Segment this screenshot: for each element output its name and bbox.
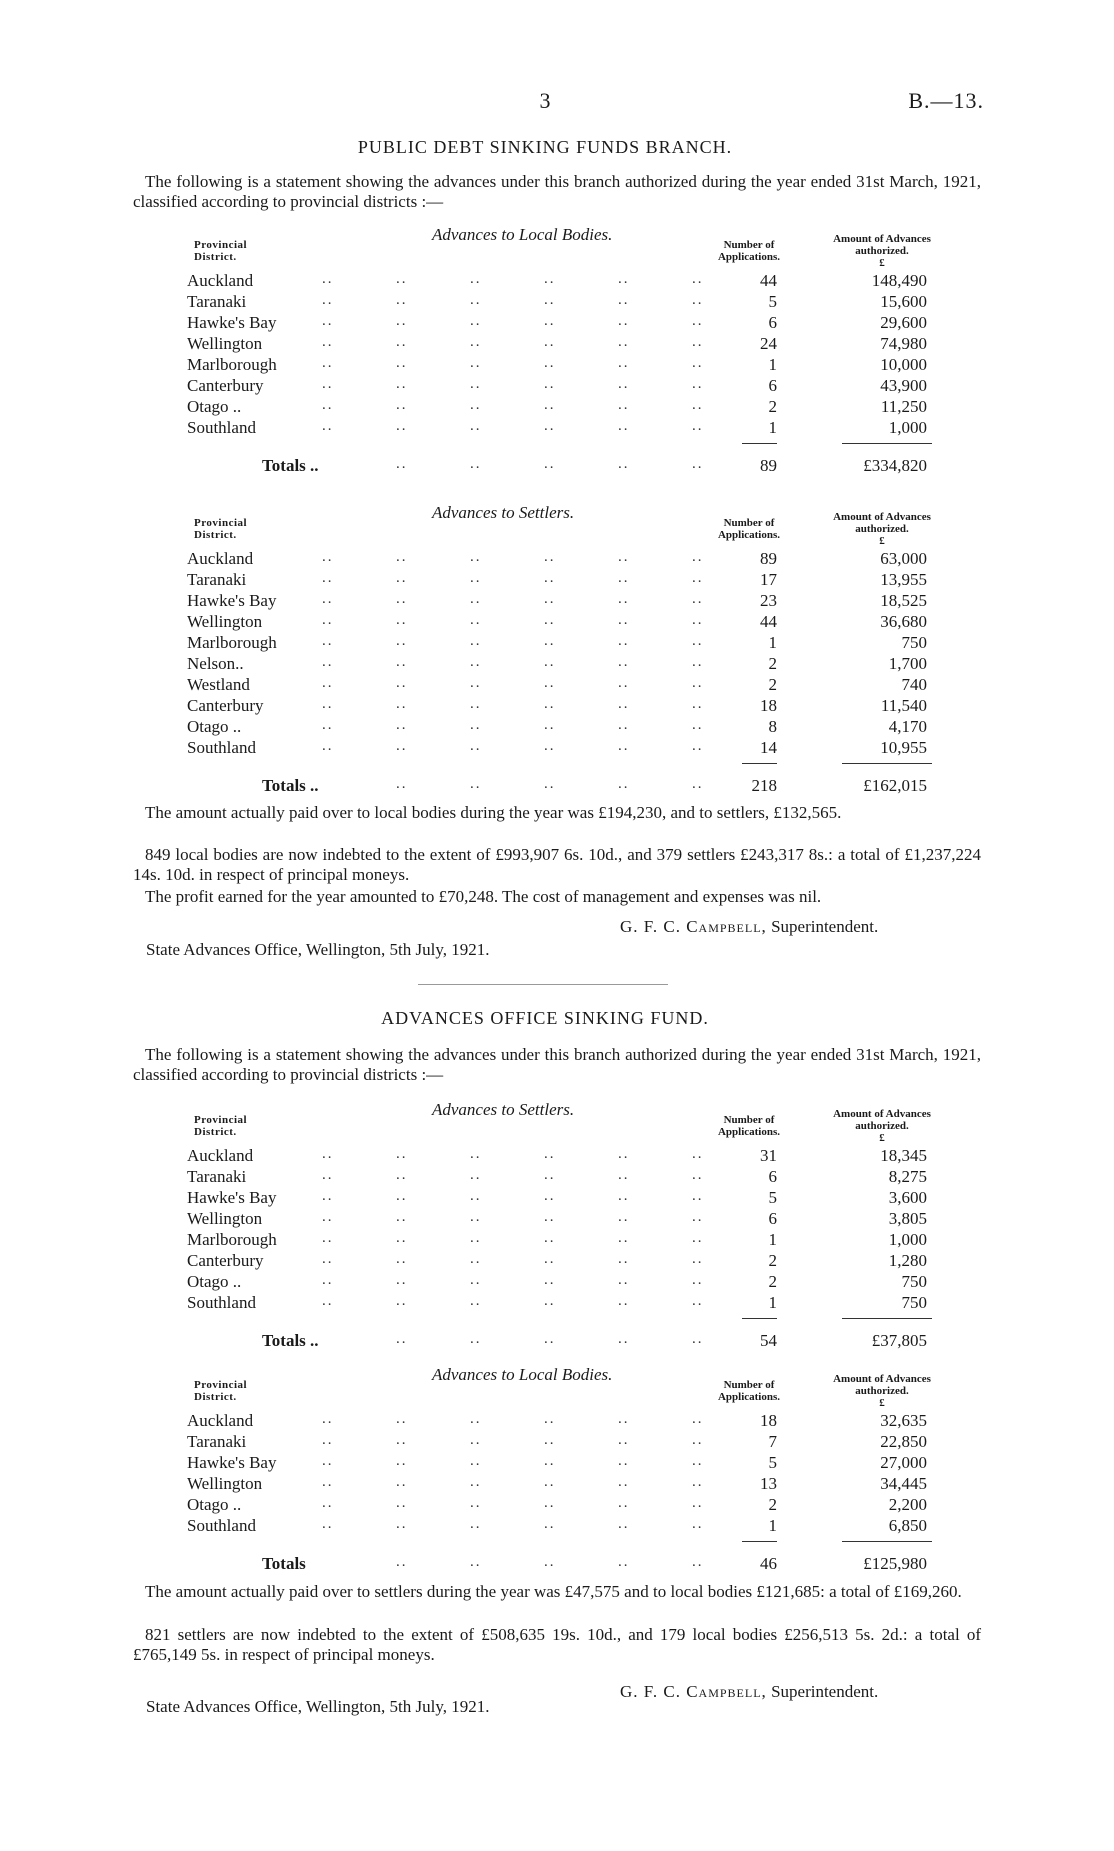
column-header-number: Number of Applications.	[717, 1114, 781, 1138]
column-header-amount	[812, 1108, 952, 1144]
application-count: 6	[768, 1167, 777, 1186]
application-count: 6	[768, 313, 777, 332]
column-header-amount	[812, 233, 952, 269]
table-row	[182, 612, 962, 633]
district-name: Hawke's Bay	[187, 591, 277, 610]
leader-dots: .. .. .. .. .. ..	[322, 1146, 704, 1162]
application-count: 23	[760, 591, 777, 610]
table-row	[182, 1209, 962, 1230]
district-name: Wellington	[187, 1474, 263, 1493]
advance-amount: 10,000	[880, 355, 927, 374]
district-name: Wellington	[187, 1209, 263, 1228]
application-count: 17	[760, 570, 777, 589]
total-amount: £125,980	[863, 1554, 927, 1573]
section1-para-profit: The profit earned for the year amounted to £70,248. The cost of management and expenses was nil.	[145, 887, 822, 906]
column-header-number: Number of Applications.	[717, 1379, 781, 1403]
application-count: 1	[768, 633, 777, 652]
district-name: Southland	[187, 1516, 256, 1535]
district-name: Otago ..	[187, 1272, 242, 1291]
column-header-district: Provincial District.	[194, 1379, 248, 1403]
table-row	[182, 633, 962, 654]
application-count: 1	[768, 418, 777, 437]
application-count: 7	[768, 1432, 777, 1451]
application-count: 1	[768, 1230, 777, 1249]
total-rule-amount	[842, 1318, 932, 1319]
advance-amount: 32,635	[880, 1411, 927, 1430]
column-header-amount-label: Amount of Advances authorized.	[833, 1108, 931, 1132]
column-header-amount-label: Amount of Advances authorized.	[833, 1373, 931, 1397]
district-name: Southland	[187, 738, 256, 757]
leader-dots: .. .. .. .. ..	[396, 456, 704, 472]
advance-amount: 74,980	[880, 334, 927, 353]
leader-dots: .. .. .. .. .. ..	[322, 376, 704, 392]
table-row	[182, 591, 962, 612]
leader-dots: .. .. .. .. .. ..	[322, 1209, 704, 1225]
application-count: 14	[760, 738, 777, 757]
table-row	[182, 570, 962, 591]
section-title-public-debt: PUBLIC DEBT SINKING FUNDS BRANCH.	[357, 137, 733, 157]
leader-dots: .. .. .. .. .. ..	[322, 355, 704, 371]
leader-dots: .. .. .. .. .. ..	[322, 334, 704, 350]
leader-dots: .. .. .. .. ..	[396, 776, 704, 792]
district-name: Southland	[187, 1293, 256, 1312]
advance-amount: 6,850	[888, 1516, 927, 1535]
table-row	[182, 397, 962, 418]
column-header-amount-label: Amount of Advances authorized.	[833, 511, 931, 535]
leader-dots: .. .. .. .. .. ..	[322, 717, 704, 733]
advance-amount: 1,000	[888, 418, 927, 437]
table-subtitle: Advances to Settlers.	[432, 1100, 575, 1119]
section2-para-indebted: 821 settlers are now indebted to the extent of £508,635 19s. 10d., and 179 local bodies £256,513 5s. 2d.: a total of £765,149 5s. in respect of principal moneys.	[133, 1625, 981, 1664]
advance-amount: 22,850	[880, 1432, 927, 1451]
district-name: Wellington	[187, 612, 263, 631]
column-header-amount-label: Amount of Advances authorized.	[833, 233, 931, 257]
table-total-row	[182, 776, 962, 797]
column-header-district: Provincial District.	[194, 1114, 248, 1138]
section2-signature: G. F. C. Campbell, Superintendent.	[620, 1682, 879, 1701]
table-total-row	[182, 1331, 962, 1352]
document-reference: B.—13.	[908, 88, 984, 113]
section2-intro: The following is a statement showing the advances under this branch authorized during the year ended 31st March, 1921, classified according to provincial districts :—	[133, 1045, 981, 1084]
table-row	[182, 1146, 962, 1167]
currency-symbol: £	[879, 535, 885, 547]
leader-dots: .. .. .. .. .. ..	[322, 612, 704, 628]
district-name: Taranaki	[187, 1432, 247, 1451]
district-name: Auckland	[187, 271, 254, 290]
district-name: Otago ..	[187, 1495, 242, 1514]
application-count: 13	[760, 1474, 777, 1493]
totals-label: Totals	[262, 1554, 306, 1573]
column-header-district: Provincial District.	[194, 517, 248, 541]
total-rule-number	[742, 1318, 777, 1319]
leader-dots: .. .. .. .. .. ..	[322, 418, 704, 434]
application-count: 6	[768, 376, 777, 395]
advance-amount: 29,600	[880, 313, 927, 332]
application-count: 5	[768, 1453, 777, 1472]
advance-amount: 10,955	[880, 738, 927, 757]
advance-amount: 750	[901, 633, 927, 652]
leader-dots: .. .. .. .. .. ..	[322, 1293, 704, 1309]
total-applications: 89	[760, 456, 777, 475]
total-applications: 218	[751, 776, 777, 795]
section-title-advances-office: ADVANCES OFFICE SINKING FUND.	[381, 1008, 709, 1028]
district-name: Canterbury	[187, 376, 264, 395]
column-header-number: Number of Applications.	[717, 239, 781, 263]
advance-amount: 18,525	[880, 591, 927, 610]
section2-office-line: State Advances Office, Wellington, 5th July, 1921.	[146, 1697, 490, 1716]
total-rule-number	[742, 443, 777, 444]
leader-dots: .. .. .. .. .. ..	[322, 1495, 704, 1511]
leader-dots: .. .. .. .. .. ..	[322, 397, 704, 413]
advance-amount: 63,000	[880, 549, 927, 568]
leader-dots: .. .. .. .. .. ..	[322, 1188, 704, 1204]
advance-amount: 13,955	[880, 570, 927, 589]
advance-amount: 36,680	[880, 612, 927, 631]
table-row	[182, 675, 962, 696]
table-subtitle: Advances to Local Bodies.	[432, 1365, 613, 1384]
application-count: 5	[768, 292, 777, 311]
table-row	[182, 271, 962, 292]
totals-label: Totals ..	[262, 776, 319, 795]
advance-amount: 15,600	[880, 292, 927, 311]
application-count: 2	[768, 1272, 777, 1291]
district-name: Canterbury	[187, 696, 264, 715]
totals-label: Totals ..	[262, 456, 319, 475]
district-name: Wellington	[187, 334, 263, 353]
application-count: 31	[760, 1146, 777, 1165]
advance-amount: 4,170	[888, 717, 927, 736]
advance-amount: 11,540	[880, 696, 927, 715]
table-row	[182, 1230, 962, 1251]
application-count: 2	[768, 1495, 777, 1514]
application-count: 2	[768, 1251, 777, 1270]
leader-dots: .. .. .. .. .. ..	[322, 1516, 704, 1532]
leader-dots: .. .. .. .. .. ..	[322, 313, 704, 329]
leader-dots: .. .. .. .. .. ..	[322, 1432, 704, 1448]
leader-dots: .. .. .. .. .. ..	[322, 1251, 704, 1267]
advance-amount: 1,000	[888, 1230, 927, 1249]
table-row	[182, 313, 962, 334]
advance-amount: 43,900	[880, 376, 927, 395]
leader-dots: .. .. .. .. .. ..	[322, 570, 704, 586]
leader-dots: .. .. .. .. .. ..	[322, 1411, 704, 1427]
table-row	[182, 696, 962, 717]
leader-dots: .. .. .. .. .. ..	[322, 1230, 704, 1246]
table-subtitle: Advances to Settlers.	[432, 503, 575, 522]
table-row	[182, 1516, 962, 1537]
totals-label: Totals ..	[262, 1331, 319, 1350]
advance-amount: 3,600	[888, 1188, 927, 1207]
application-count: 1	[768, 355, 777, 374]
total-amount: £162,015	[863, 776, 927, 795]
application-count: 2	[768, 675, 777, 694]
total-applications: 54	[760, 1331, 777, 1350]
leader-dots: .. .. .. .. .. ..	[322, 696, 704, 712]
advance-amount: 34,445	[880, 1474, 927, 1493]
currency-symbol: £	[879, 257, 885, 269]
leader-dots: .. .. .. .. ..	[396, 1331, 704, 1347]
advance-amount: 11,250	[880, 397, 927, 416]
application-count: 6	[768, 1209, 777, 1228]
district-name: Marlborough	[187, 1230, 277, 1249]
table-row	[182, 654, 962, 675]
district-name: Hawke's Bay	[187, 1188, 277, 1207]
total-rule-amount	[842, 763, 932, 764]
application-count: 44	[760, 612, 777, 631]
table-row	[182, 1251, 962, 1272]
leader-dots: .. .. .. .. .. ..	[322, 675, 704, 691]
section1-intro: The following is a statement showing the advances under this branch authorized during the year ended 31st March, 1921, classified according to provincial districts :—	[133, 172, 981, 211]
table-row	[182, 1188, 962, 1209]
leader-dots: .. .. .. .. .. ..	[322, 1474, 704, 1490]
district-name: Marlborough	[187, 355, 277, 374]
table-row	[182, 418, 962, 439]
district-name: Auckland	[187, 1146, 254, 1165]
district-name: Otago ..	[187, 717, 242, 736]
table-row	[182, 1411, 962, 1432]
advance-amount: 740	[901, 675, 927, 694]
table-row	[182, 717, 962, 738]
application-count: 44	[760, 271, 777, 290]
column-header-district: Provincial District.	[194, 239, 248, 263]
total-rule-number	[742, 1541, 777, 1542]
application-count: 18	[760, 696, 777, 715]
application-count: 5	[768, 1188, 777, 1207]
district-name: Hawke's Bay	[187, 1453, 277, 1472]
table-row	[182, 334, 962, 355]
table-subtitle: Advances to Local Bodies.	[432, 225, 613, 244]
leader-dots: .. .. .. .. .. ..	[322, 1453, 704, 1469]
section1-para-paid: The amount actually paid over to local bodies during the year was £194,230, and to settlers, £132,565.	[145, 803, 842, 822]
total-applications: 46	[760, 1554, 777, 1573]
table-row	[182, 1272, 962, 1293]
district-name: Taranaki	[187, 570, 247, 589]
application-count: 18	[760, 1411, 777, 1430]
application-count: 2	[768, 654, 777, 673]
table-row	[182, 1453, 962, 1474]
leader-dots: .. .. .. .. .. ..	[322, 591, 704, 607]
leader-dots: .. .. .. .. .. ..	[322, 271, 704, 287]
total-rule-amount	[842, 443, 932, 444]
advance-amount: 18,345	[880, 1146, 927, 1165]
table-row	[182, 1167, 962, 1188]
district-name: Hawke's Bay	[187, 313, 277, 332]
advance-amount: 3,805	[888, 1209, 927, 1228]
section1-signature: G. F. C. Campbell, Superintendent.	[620, 917, 879, 936]
leader-dots: .. .. .. .. .. ..	[322, 1167, 704, 1183]
application-count: 8	[768, 717, 777, 736]
total-amount: £334,820	[863, 456, 927, 475]
advance-amount: 750	[901, 1293, 927, 1312]
district-name: Canterbury	[187, 1251, 264, 1270]
column-header-amount	[812, 1373, 952, 1409]
page-number: 3	[539, 88, 551, 113]
district-name: Southland	[187, 418, 256, 437]
leader-dots: .. .. .. .. .. ..	[322, 633, 704, 649]
advance-amount: 27,000	[880, 1453, 927, 1472]
advance-amount: 1,280	[888, 1251, 927, 1270]
application-count: 24	[760, 334, 777, 353]
district-name: Westland	[187, 675, 250, 694]
district-name: Taranaki	[187, 292, 247, 311]
table-row	[182, 1293, 962, 1314]
total-amount: £37,805	[871, 1331, 927, 1350]
total-rule-amount	[842, 1541, 932, 1542]
column-header-amount	[812, 511, 952, 547]
leader-dots: .. .. .. .. .. ..	[322, 654, 704, 670]
application-count: 2	[768, 397, 777, 416]
leader-dots: .. .. .. .. .. ..	[322, 292, 704, 308]
district-name: Taranaki	[187, 1167, 247, 1186]
leader-dots: .. .. .. .. .. ..	[322, 738, 704, 754]
advance-amount: 8,275	[888, 1167, 927, 1186]
district-name: Auckland	[187, 549, 254, 568]
table-row	[182, 1474, 962, 1495]
advance-amount: 2,200	[888, 1495, 927, 1514]
advance-amount: 148,490	[871, 271, 927, 290]
table-row	[182, 355, 962, 376]
section2-para-paid: The amount actually paid over to settlers during the year was £47,575 and to local bodies £121,685: a total of £169,260.	[145, 1582, 962, 1601]
table-row	[182, 738, 962, 759]
leader-dots: .. .. .. .. .. ..	[322, 1272, 704, 1288]
table-row	[182, 549, 962, 570]
currency-symbol: £	[879, 1397, 885, 1409]
column-header-number: Number of Applications.	[717, 517, 781, 541]
section1-office-line: State Advances Office, Wellington, 5th July, 1921.	[146, 940, 490, 959]
table-row	[182, 376, 962, 397]
application-count: 1	[768, 1293, 777, 1312]
advance-amount: 1,700	[888, 654, 927, 673]
application-count: 1	[768, 1516, 777, 1535]
leader-dots: .. .. .. .. .. ..	[322, 549, 704, 565]
table-row	[182, 1495, 962, 1516]
district-name: Nelson..	[187, 654, 244, 673]
advance-amount: 750	[901, 1272, 927, 1291]
district-name: Auckland	[187, 1411, 254, 1430]
table-total-row	[182, 1554, 962, 1575]
total-rule-number	[742, 763, 777, 764]
leader-dots: .. .. .. .. ..	[396, 1554, 704, 1570]
section-divider	[418, 984, 668, 985]
district-name: Marlborough	[187, 633, 277, 652]
table-row	[182, 292, 962, 313]
district-name: Otago ..	[187, 397, 242, 416]
application-count: 89	[760, 549, 777, 568]
table-total-row	[182, 456, 962, 477]
section1-para-indebted: 849 local bodies are now indebted to the extent of £993,907 6s. 10d., and 379 settlers £243,317 8s.: a total of £1,237,224 14s. 10d. in respect of principal moneys.	[133, 845, 981, 884]
currency-symbol: £	[879, 1132, 885, 1144]
table-row	[182, 1432, 962, 1453]
